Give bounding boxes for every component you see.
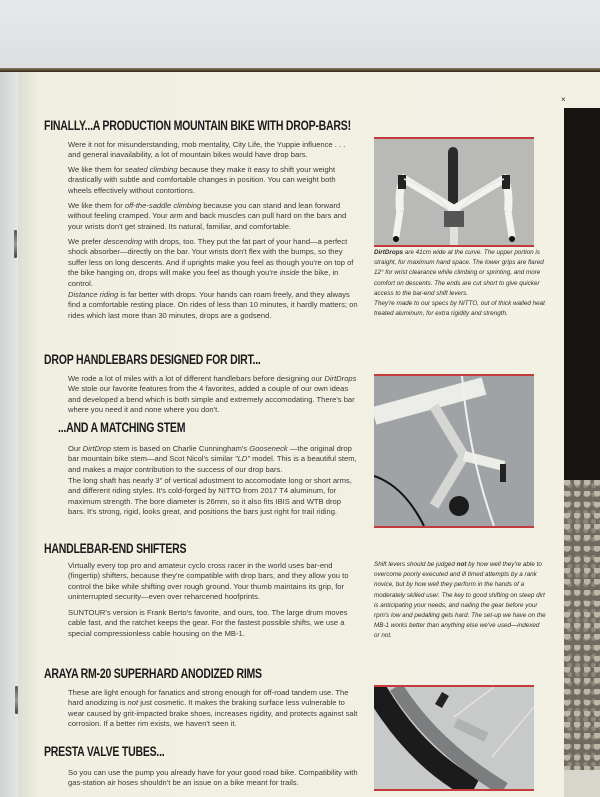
paragraph-text: stem is based on Charlie Cunningham's — [111, 444, 250, 453]
section-heading-presta: PRESTA VALVE TUBES... — [44, 744, 165, 759]
paragraph — [68, 444, 358, 475]
paragraph-text: because they make it easy to shift your weight drastically with subtle and comfortable changes in position. You can weight both wheels effectively without contortions. — [68, 165, 336, 195]
caption-text: They're made to our specs by NITTO, out of thick walled heat treated aluminum, for extra rigidity and strength. — [374, 300, 545, 318]
paragraph-text: is far better with drops. Your hands can roam freely, and they always find a comfortable resting place. On rides of less than 10 minutes, it hardly matters; on rides which last more than 30 minutes, drops are a godsend. — [68, 290, 358, 320]
emphasis: "LD" — [234, 454, 250, 464]
paragraph-text: The long shaft has nearly 3" of vertical adustment to accomodate long or short arms, and different riding styles. It's cold-forged by NITTO from 2017 T4 aluminum, for maximum strength. The bore diameter is 26mm, so it also fits IBIS and WTB drop bars. It's strong, rigid, looks great, and positions the bars just right for trail riding. — [68, 476, 352, 517]
staple — [14, 230, 17, 258]
paragraph — [68, 476, 358, 518]
emphasis: DirtDrops — [324, 374, 357, 383]
paragraph-text: We like them for — [68, 165, 125, 174]
rim-photo — [374, 685, 534, 791]
paragraph-text: model. This is a beautiful stem, and makes a major contribution to the success of our drop bars. — [68, 454, 357, 474]
caption-dirtdrops — [374, 248, 546, 319]
paragraph — [68, 201, 358, 232]
caption-text: by how well they're able to overcome poorly executed and ill timed attempts by a rank novice, but by how well they perform in the hands of a moderately skilled user. The key to good shifting on steep dirt is anticipating your needs, and nailing the gear before your rpm's low and pedalling gets hard. The set-up we have on the MB-1 works better than anything else we've used—indexed or not. — [374, 561, 546, 640]
paragraph-text: the bike, in control. — [68, 268, 339, 288]
emphasis: DirtDrop — [82, 444, 112, 453]
paragraph — [68, 140, 358, 161]
adjacent-page-gravel-photo — [564, 480, 600, 770]
paragraph-text: because you can stand and lean forward without feeling cramped. Your arm and back muscles can pull hard on the bars and your wrists don't get strained. Its natural, familiar, and comfortable. — [68, 201, 347, 231]
paragraph — [68, 608, 358, 639]
paragraph-text: with drops, too. They put the fat part of your hand—a perfect shock absorber—directly on the bar. Your wrists don't flex with the bumps, so they suffer less on long descents. And if uprights make you feel as though you're on top of the bike hanging on, drops will make you feel as though you're — [68, 237, 354, 278]
paragraph-text: Our — [68, 444, 83, 453]
section-heading-finally: FINALLY...A PRODUCTION MOUNTAIN BIKE WITH DROP-BARS! — [44, 118, 351, 133]
paragraph — [68, 561, 358, 603]
paragraph-text: —the original drop bar mountain bike stem—and Scot Nicol's similar — [68, 444, 352, 464]
handlebar-photo — [374, 137, 534, 247]
emphasis: off-the-saddle climbing — [124, 201, 202, 210]
paragraph-text: These are light enough for fanatics and strong enough for off-road tandem use. The hard anodizing is — [68, 688, 349, 708]
paragraph — [68, 237, 358, 289]
emphasis: Gooseneck — [249, 444, 288, 453]
caption-text: Shift levers should be judged — [374, 561, 457, 568]
section-heading-stem: ...AND A MATCHING STEM — [58, 420, 186, 435]
section-heading-drop-handlebars: DROP HANDLEBARS DESIGNED FOR DIRT... — [44, 352, 261, 367]
section-heading-shifters: HANDLEBAR-END SHIFTERS — [44, 541, 187, 556]
adjacent-page-edge — [564, 770, 600, 797]
caption-bold: not — [456, 561, 467, 568]
page-mark: × — [561, 95, 566, 104]
paragraph — [68, 688, 358, 730]
caption-shift-levers — [374, 560, 546, 642]
paragraph — [68, 165, 358, 196]
section-heading-rims: ARAYA RM-20 SUPERHARD ANODIZED RIMS — [44, 666, 262, 681]
paragraph-text: Virtually every top pro and amateur cyclo cross racer in the world uses bar-end (fingertip) shifters, because they're compatible with drop bars, and they allow you to control the bike while shifting over rough ground. Your thumb maintains its grip, for uninterrupted security—even over reharcened hoofprints. — [68, 561, 349, 602]
paragraph-text: We stole our favorite features from the 4 favorites, added a couple of our own ideas and developed a bend which is both simple and extremely accomodating. There's bar where you need it and none where you don't. — [68, 384, 355, 415]
paragraph-text: We rode a lot of miles with a lot of different handlebars before designing our — [68, 374, 325, 383]
emphasis: descending — [103, 237, 143, 246]
paragraph — [68, 374, 358, 416]
paragraph — [68, 768, 358, 789]
paragraph-text: Were it not for misunderstanding, mob mentality, City Life, the Yuppie influence . . . and general inavailability, a lot of mountain bikes would have drop bars. — [68, 140, 346, 160]
stem-photo — [374, 374, 534, 528]
paragraph — [68, 290, 358, 321]
paragraph-text: We prefer — [68, 237, 104, 246]
emphasis: Distance riding — [68, 290, 119, 299]
paragraph-text: just cosmetic. It makes the braking surface less vulnerable to wear caused by grit-impacted brake shoes, increases rigidity, and protects against salt corrosion. If a better rim exists, we haven't seen it. — [68, 698, 358, 729]
staple — [15, 686, 18, 714]
scanner-background — [0, 0, 600, 68]
emphasis: not — [127, 698, 139, 708]
emphasis: inside — [279, 268, 300, 278]
caption-bold: DirtDrops — [374, 249, 404, 256]
paragraph-text: SUNTOUR's version is Frank Berto's favorite, and ours, too. The large drum moves cable fast, and the ratchet keeps the gear. For the fastest possible shifts, we use a special compressionless cable housing on the MB-1. — [68, 608, 348, 638]
paragraph-text: So you can use the pump you already have for your good road bike. Compatibility with gas-station air hoses shouldn't be an issue on a bike meant for trails. — [68, 768, 358, 788]
emphasis: seated climbing — [124, 165, 178, 174]
caption-text: are 41cm wide at the curve. The upper portion is straight, for maximum hand space. The lower grips are flared 12° for wrist clearance while climbing or sprinting, and more comfort on descents. The ends are cut short to give quicker access to the bar-end shift levers. — [374, 249, 544, 297]
paragraph-text: We like them for — [68, 201, 125, 210]
